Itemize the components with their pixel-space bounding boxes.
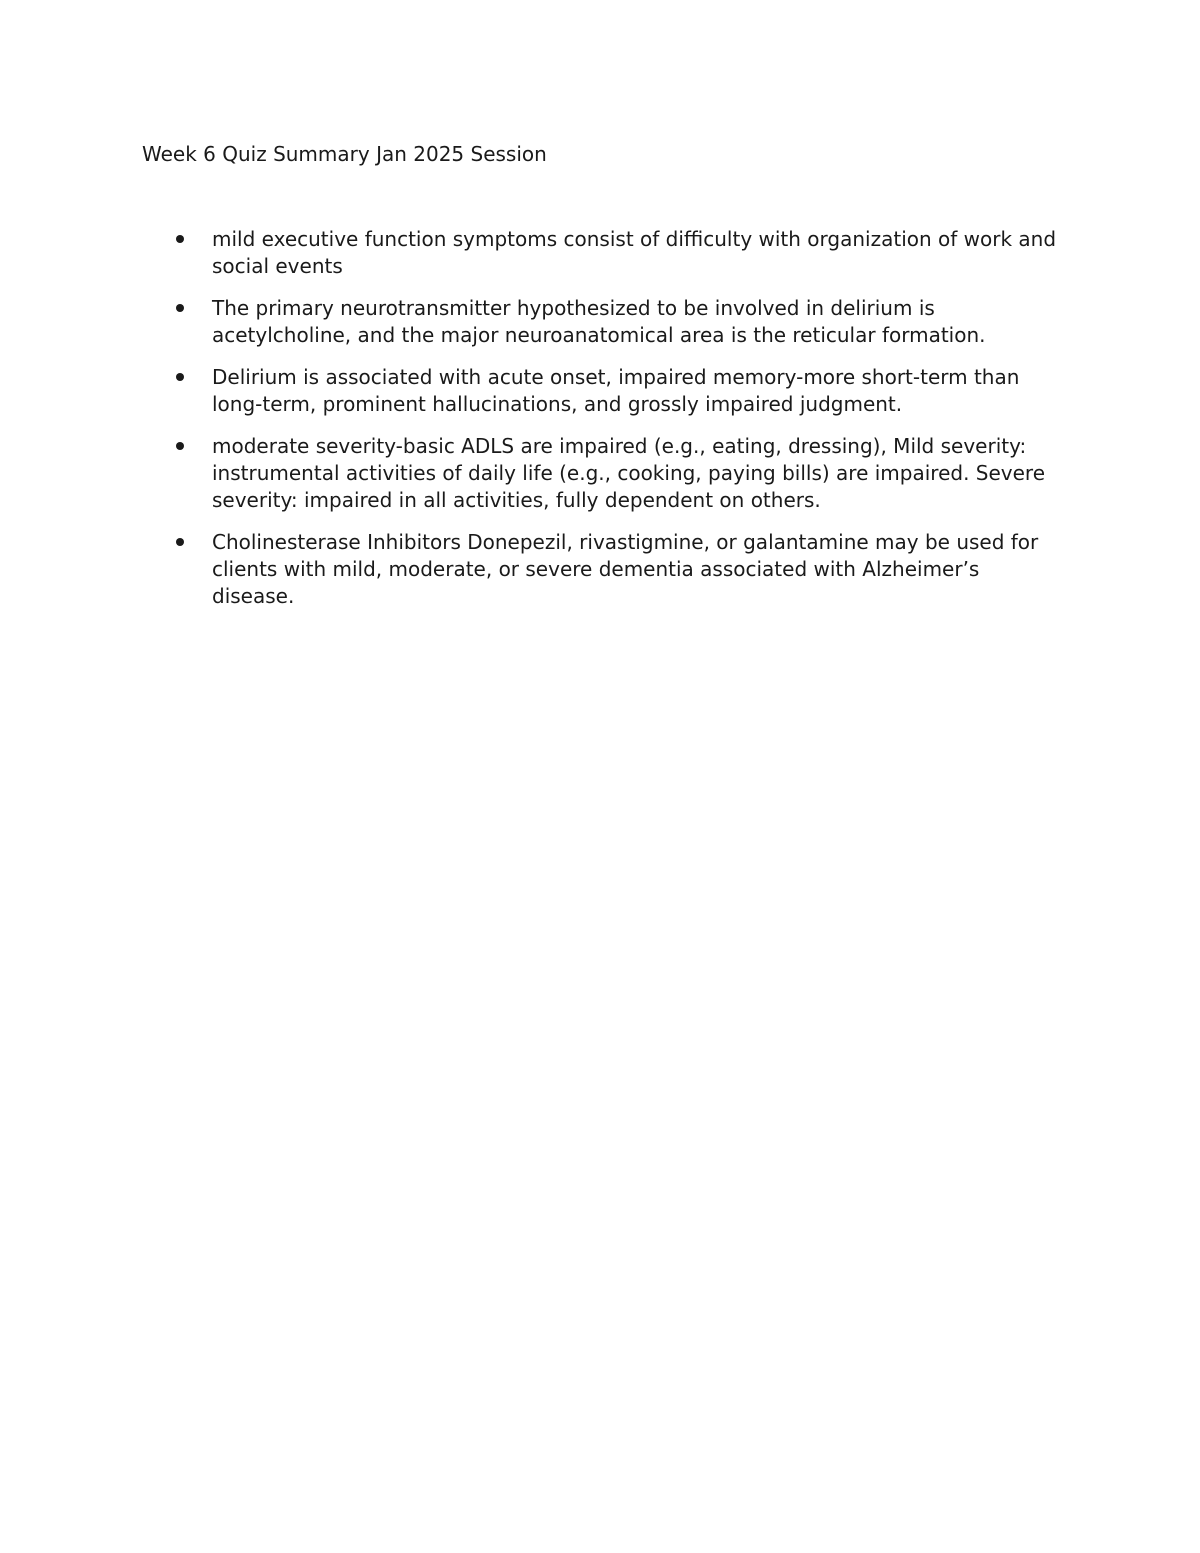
bullet-icon [176,235,184,243]
bullet-list [142,226,1062,625]
document-title: Week 6 Quiz Summary Jan 2025 Session [142,142,547,166]
bullet-icon [176,373,184,381]
list-item [142,529,1062,610]
bullet-text: mild executive function symptoms consist of difficulty with organization of work and social events [212,227,1057,278]
list-item [142,433,1062,514]
bullet-icon [176,442,184,450]
bullet-text: moderate severity-basic ADLS are impaired (e.g., eating, dressing), Mild severity: instrumental activities of daily life (e.g., cooking, paying bills) are impaired. Severe severity: impaired in all activities, fully dependent on others. [212,434,1046,512]
list-item [142,364,1062,418]
bullet-icon [176,538,184,546]
bullet-text: Delirium is associated with acute onset, impaired memory-more short-term than long-term, prominent hallucinations, and grossly impaired judgment. [212,365,1020,416]
bullet-icon [176,304,184,312]
list-item [142,295,1062,349]
bullet-text: The primary neurotransmitter hypothesized to be involved in delirium is acetylcholine, and the major neuroanatomical area is the reticular formation. [212,296,986,347]
bullet-text: Cholinesterase Inhibitors Donepezil, rivastigmine, or galantamine may be used for clients with mild, moderate, or severe dementia associated with Alzheimer’s disease. [212,530,1039,608]
list-item [142,226,1062,280]
